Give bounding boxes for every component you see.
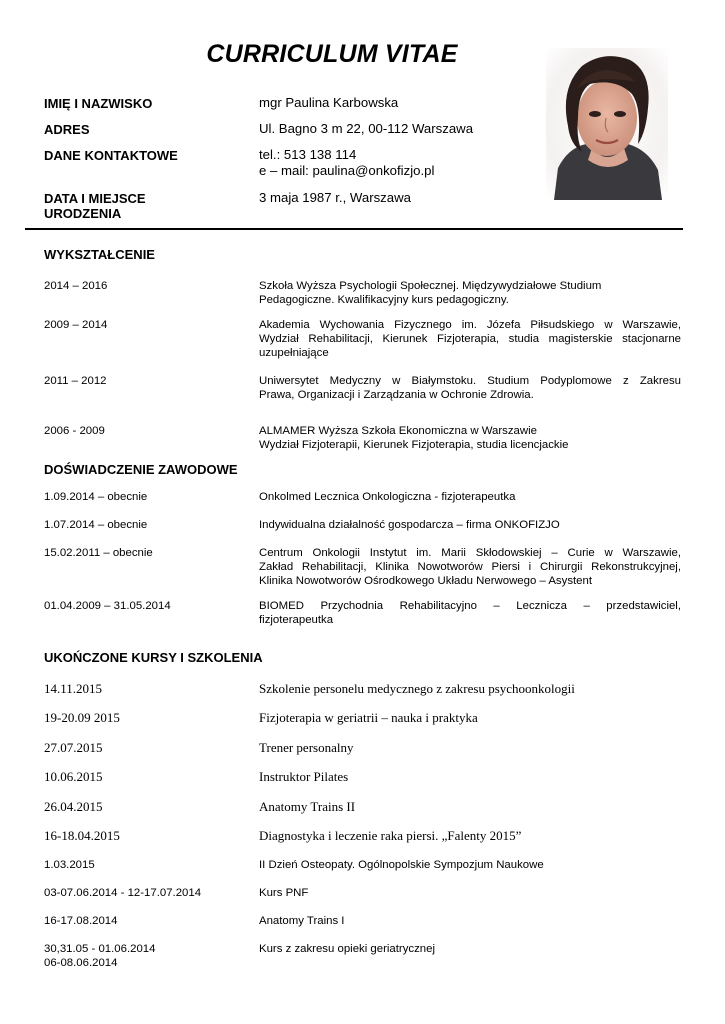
address-value: Ul. Bagno 3 m 22, 00-112 Warszawa (259, 121, 474, 136)
experience-entry (259, 490, 681, 504)
education-entry (259, 374, 681, 402)
contact-label: DANE KONTAKTOWE (44, 148, 178, 163)
entry-line: fizjoterapeutka (259, 614, 334, 626)
course-date: 16-18.04.2015 (44, 828, 120, 843)
experience-entry (259, 518, 681, 532)
course-date-line: 06-08.06.2014 (44, 957, 118, 969)
course-date: 1.03.2015 (44, 859, 95, 871)
experience-entry (259, 546, 681, 588)
course-date: 16-17.08.2014 (44, 915, 118, 927)
course-name: Szkolenie personelu medycznego z zakresu psychoonkologii (259, 681, 575, 696)
name-value: mgr Paulina Karbowska (259, 95, 399, 110)
birth-label-line: URODZENIA (44, 206, 122, 221)
education-date: 2011 – 2012 (44, 375, 107, 387)
course-name: Kurs PNF (259, 887, 309, 899)
entry-line: uzupełniające (259, 347, 329, 359)
entry-line: Wydział Rehabilitacji, Kierunek Fizjoterapia, studia magisterskie stacjonarne (259, 333, 681, 345)
portrait-image (546, 48, 668, 200)
education-heading: WYKSZTAŁCENIE (44, 247, 155, 262)
experience-date: 15.02.2011 – obecnie (44, 547, 153, 559)
education-date: 2009 – 2014 (44, 319, 108, 331)
page-title: CURRICULUM VITAE (206, 40, 458, 68)
name-label: IMIĘ I NAZWISKO (44, 96, 153, 111)
course-name: Anatomy Trains I (259, 915, 345, 927)
entry-line: ALMAMER Wyższa Szkoła Ekonomiczna w Warszawie (259, 425, 537, 437)
entry-line: Zakład Rehabilitacji, Klinika Nowotworów Piersi i Chirurgii Rekonstrukcyjnej, (259, 561, 681, 573)
entry-line: Onkolmed Lecznica Onkologiczna - fizjoterapeutka (259, 491, 516, 503)
course-date: 26.04.2015 (44, 799, 103, 814)
education-entry (259, 318, 681, 360)
course-date: 19-20.09 2015 (44, 710, 120, 725)
education-date: 2006 - 2009 (44, 425, 105, 437)
entry-line: BIOMED Przychodnia Rehabilitacyjno – Lecznicza – przedstawiciel, (259, 600, 681, 612)
course-date: 03-07.06.2014 - 12-17.07.2014 (44, 887, 202, 899)
entry-line: Centrum Onkologii Instytut im. Marii Skłodowskiej – Curie w Warszawie, (259, 547, 681, 559)
entry-line: Wydział Fizjoterapii, Kierunek Fizjoterapia, studia licencjackie (259, 439, 569, 451)
entry-line: Uniwersytet Medyczny w Białymstoku. Studium Podyplomowe z Zakresu (259, 375, 681, 387)
experience-entry (259, 599, 681, 627)
course-name: Instruktor Pilates (259, 769, 349, 784)
course-name: Trener personalny (259, 740, 354, 755)
course-date-line: 30,31.05 - 01.06.2014 (44, 943, 156, 955)
entry-line: Pedagogiczne. Kwalifikacyjny kurs pedagogiczny. (259, 294, 509, 306)
education-entry (259, 279, 681, 307)
course-name: Kurs z zakresu opieki geriatrycznej (259, 943, 435, 955)
profile-photo (546, 48, 668, 200)
education-date: 2014 – 2016 (44, 280, 108, 292)
course-name: Diagnostyka i leczenie raka piersi. „Falenty 2015” (259, 828, 522, 843)
course-name: Fizjoterapia w geriatrii – nauka i praktyka (259, 710, 478, 725)
experience-date: 1.09.2014 – obecnie (44, 491, 148, 503)
course-date (44, 942, 155, 970)
entry-line: Prawa, Organizacji i Zarządzania w Ochronie Zdrowia. (259, 389, 534, 401)
courses-heading: UKOŃCZONE KURSY I SZKOLENIA (44, 650, 263, 665)
birth-label-line: DATA I MIEJSCE (44, 191, 146, 206)
experience-date: 01.04.2009 – 31.05.2014 (44, 600, 171, 612)
birth-label (44, 191, 146, 221)
course-date: 27.07.2015 (44, 740, 103, 755)
course-name: II Dzień Osteopaty. Ogólnopolskie Sympozjum Naukowe (259, 859, 544, 871)
entry-line: Klinika Nowotworów Ośrodkowego Układu Nerwowego – Asystent (259, 575, 593, 587)
course-name: Anatomy Trains II (259, 799, 356, 814)
experience-date: 1.07.2014 – obecnie (44, 519, 148, 531)
course-date: 14.11.2015 (44, 681, 103, 696)
course-date: 10.06.2015 (44, 769, 103, 784)
contact-email: e – mail: paulina@onkofizjo.pl (259, 163, 435, 178)
contact-phone: tel.: 513 138 114 (259, 147, 357, 162)
experience-heading: DOŚWIADCZENIE ZAWODOWE (44, 462, 238, 477)
birth-value: 3 maja 1987 r., Warszawa (259, 190, 411, 205)
section-divider (25, 228, 683, 230)
entry-line: Szkoła Wyższa Psychologii Społecznej. Międzywydziałowe Studium (259, 280, 602, 292)
education-entry (259, 424, 681, 452)
entry-line: Akademia Wychowania Fizycznego im. Józefa Piłsudskiego w Warszawie, (259, 319, 681, 331)
entry-line: Indywidualna działalność gospodarcza – firma ONKOFIZJO (259, 519, 560, 531)
address-label: ADRES (44, 122, 90, 137)
